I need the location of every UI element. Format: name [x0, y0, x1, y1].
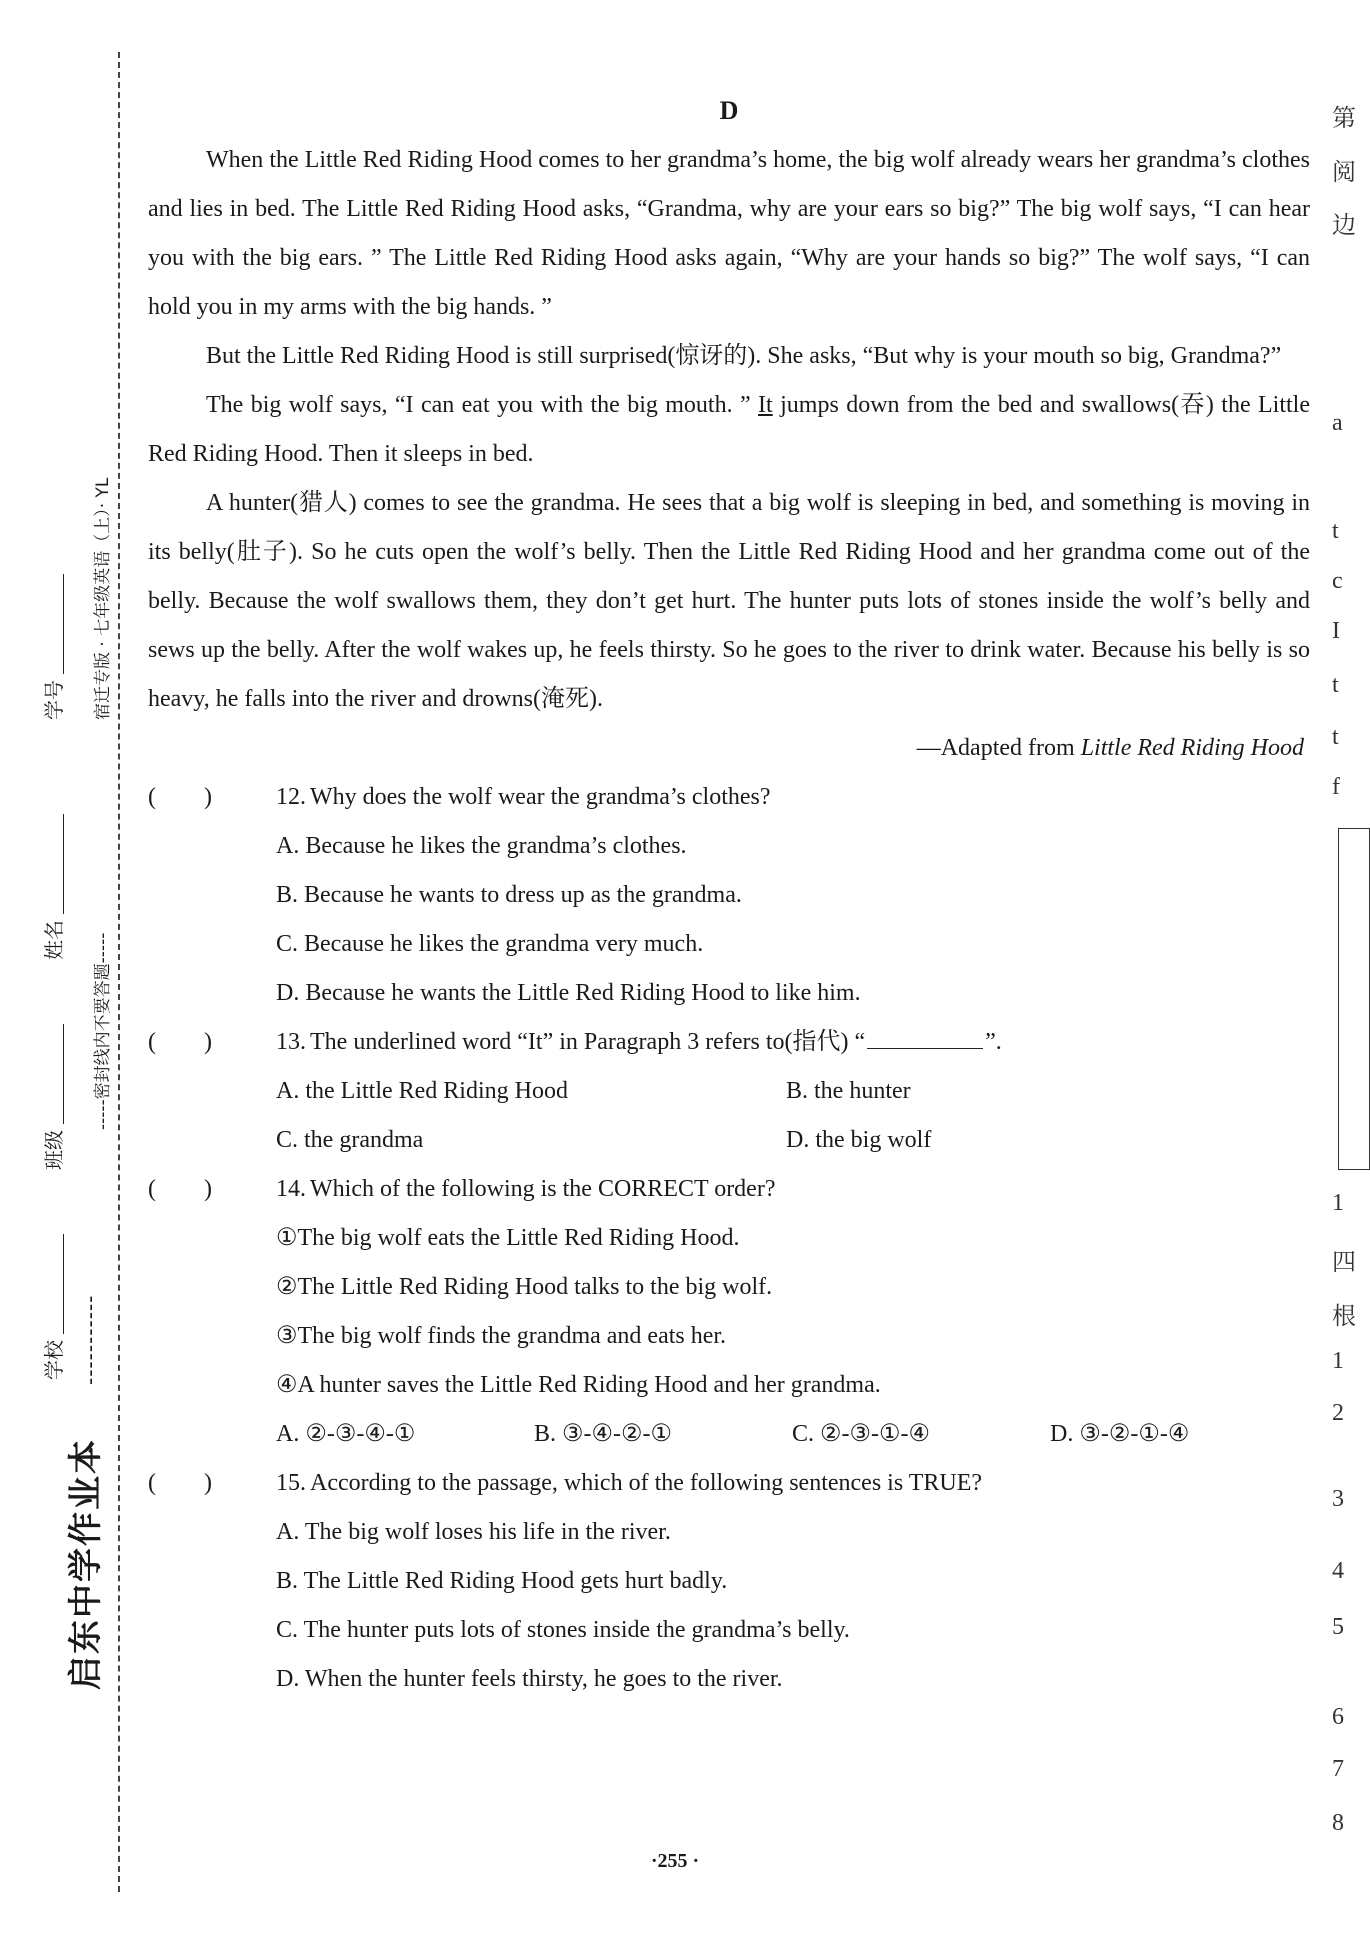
- answer-bracket[interactable]: ( ): [148, 1470, 212, 1496]
- paragraph-2: But the Little Red Riding Hood is still surprised(惊讶的). She asks, “But why is your mouth so big, Grandma?”: [206, 343, 1282, 369]
- option-b: B. ③-④-②-①: [534, 1421, 673, 1447]
- question-15: [148, 1459, 1310, 1704]
- statement-1: ①The big wolf eats the Little Red Riding Hood.: [276, 1225, 740, 1251]
- option-b: B. the hunter: [786, 1078, 911, 1104]
- edge-fragment: 根: [1332, 1304, 1356, 1330]
- edge-fragment: 四: [1332, 1250, 1356, 1276]
- edge-fragment: 2: [1332, 1400, 1344, 1426]
- name-field: [38, 814, 67, 960]
- stem-before: The underlined word “It” in Paragraph 3 refers to(指代) “: [310, 1029, 866, 1055]
- class-field: [38, 1024, 67, 1170]
- edge-fragment: t: [1332, 672, 1339, 698]
- edge-fragment: a: [1332, 410, 1343, 436]
- paragraph-4: A hunter(猎人) comes to see the grandma. He sees that a big wolf is sleeping in bed, and something is moving in its belly(肚子). So he cuts open the wolf’s belly. Then the Little Red Riding Hood and her grandma come out of the belly. Because the wolf swallows them, they don’t get hurt. The hunter puts lots of stones inside the wolf’s belly and sews up the belly. After the wolf wakes up, he feels thirsty. So he goes to the river to drink water. Because his belly is so heavy, he falls into the river and drowns(淹死).: [148, 490, 1310, 712]
- option-a: A. Because he likes the grandma’s clothes.: [276, 833, 687, 859]
- edge-fragment: 5: [1332, 1614, 1344, 1640]
- page-number: ·255 ·: [650, 1850, 700, 1872]
- statement-4: ④A hunter saves the Little Red Riding Hood and her grandma.: [276, 1372, 881, 1398]
- source-credit: [148, 724, 1310, 773]
- edge-fragment: 边: [1332, 213, 1356, 239]
- paragraph-1: When the Little Red Riding Hood comes to her grandma’s home, the big wolf already wears her grandma’s clothes and lies in bed. The Little Red Riding Hood asks, “Grandma, why are your ears so big?” The big wolf says, “I can hear you with the big ears. ” The Little Red Riding Hood asks again, “Why are your hands so big?” The wolf says, “I can hold you in my arms with the big hands. ”: [148, 147, 1310, 320]
- options-row-2: [148, 1116, 1310, 1165]
- option-b: B. The Little Red Riding Hood gets hurt badly.: [276, 1568, 728, 1594]
- question-number: 14.: [276, 1176, 306, 1202]
- edge-fragment: t: [1332, 724, 1339, 750]
- option-d: D. When the hunter feels thirsty, he goes to the river.: [276, 1666, 783, 1692]
- binding-margin: [0, 0, 130, 1943]
- edge-fragment: 7: [1332, 1756, 1344, 1782]
- edge-fragment: f: [1332, 774, 1340, 800]
- edge-fragment: 阅: [1332, 160, 1356, 186]
- edge-fragment: 1: [1332, 1190, 1344, 1216]
- stem-after: ”.: [985, 1029, 1002, 1055]
- question-text: [310, 1018, 1002, 1067]
- question-stem: [148, 1018, 1310, 1067]
- option-b: B. Because he wants to dress up as the grandma.: [276, 882, 742, 908]
- p3-before: The big wolf says, “I can eat you with the big mouth. ”: [206, 392, 759, 418]
- option-d: D. ③-②-①-④: [1050, 1421, 1190, 1447]
- edge-box: [1338, 828, 1370, 1170]
- question-stem: [148, 1459, 1310, 1508]
- edge-fragment: 4: [1332, 1558, 1344, 1584]
- option-c: C. the grandma: [276, 1127, 424, 1153]
- question-text: Why does the wolf wear the grandma’s clothes?: [310, 784, 771, 810]
- option-d: D. Because he wants the Little Red Riding Hood to like him.: [276, 980, 861, 1006]
- number-label: 学号: [42, 680, 66, 720]
- question-14: [148, 1165, 1310, 1459]
- question-13: [148, 1018, 1310, 1165]
- question-text: Which of the following is the CORRECT order?: [310, 1176, 776, 1202]
- statement-2: ②The Little Red Riding Hood talks to the big wolf.: [276, 1274, 773, 1300]
- section-letter: D: [719, 96, 739, 125]
- student-number-field: [38, 574, 67, 720]
- question-number: 15.: [276, 1470, 306, 1496]
- fill-blank[interactable]: [867, 1028, 983, 1049]
- underlined-it: It: [758, 392, 773, 418]
- main-content: [148, 96, 1310, 1704]
- source-prefix: —Adapted from: [916, 735, 1081, 761]
- edge-fragment: t: [1332, 518, 1339, 544]
- name-label: 姓名: [42, 920, 66, 960]
- option-a: A. the Little Red Riding Hood: [276, 1078, 568, 1104]
- answer-bracket[interactable]: ( ): [148, 1176, 212, 1202]
- option-a: A. ②-③-④-①: [276, 1421, 416, 1447]
- paragraph-3: [148, 381, 1310, 479]
- school-label: 学校: [42, 1340, 66, 1380]
- option-d: D. the big wolf: [786, 1127, 932, 1153]
- option-c: C. Because he likes the grandma very much.: [276, 931, 704, 957]
- edge-fragment: 6: [1332, 1704, 1344, 1730]
- source-title: Little Red Riding Hood: [1080, 735, 1304, 761]
- school-field: [38, 1234, 67, 1380]
- edge-fragment: c: [1332, 568, 1343, 594]
- number-blank: [47, 574, 64, 674]
- question-stem: [148, 1165, 1310, 1214]
- option-a: A. The big wolf loses his life in the river.: [276, 1519, 671, 1545]
- name-blank: [47, 814, 64, 914]
- p3-after: jumps down from the bed and swallows(吞) the Little Red Riding Hood. Then it sleeps in bed.: [148, 392, 1311, 467]
- option-c: C. The hunter puts lots of stones inside the grandma’s belly.: [276, 1617, 850, 1643]
- class-blank: [47, 1024, 64, 1124]
- question-12: [148, 773, 1310, 1018]
- option-c: C. ②-③-①-④: [792, 1421, 931, 1447]
- seal-dashed-line: [118, 52, 120, 1892]
- question-number: 13.: [276, 1029, 306, 1055]
- options-row: [148, 1410, 1310, 1459]
- school-blank: [47, 1234, 64, 1334]
- options-row-1: [148, 1067, 1310, 1116]
- question-stem: [148, 773, 1310, 822]
- edge-fragment: 3: [1332, 1486, 1344, 1512]
- next-page-edge: [1328, 0, 1356, 1943]
- edge-fragment: 第: [1332, 106, 1356, 132]
- edge-fragment: 8: [1332, 1810, 1344, 1836]
- class-label: 班级: [42, 1130, 66, 1170]
- question-number: 12.: [276, 784, 306, 810]
- seal-notice: -----密封线内不要答题-----: [93, 932, 113, 1130]
- edge-fragment: 1: [1332, 1348, 1344, 1374]
- statement-3: ③The big wolf finds the grandma and eats her.: [276, 1323, 727, 1349]
- answer-bracket[interactable]: ( ): [148, 1029, 212, 1055]
- question-text: According to the passage, which of the following sentences is TRUE?: [310, 1470, 983, 1496]
- answer-bracket[interactable]: ( ): [148, 784, 212, 810]
- brand-dash-line: -----------: [78, 1294, 102, 1385]
- edge-fragment: I: [1332, 618, 1340, 644]
- series-label: 宿迁专版 · 七年级英语（上）· YL: [93, 477, 113, 720]
- publisher-brand: 启东中学作业本: [66, 1438, 106, 1690]
